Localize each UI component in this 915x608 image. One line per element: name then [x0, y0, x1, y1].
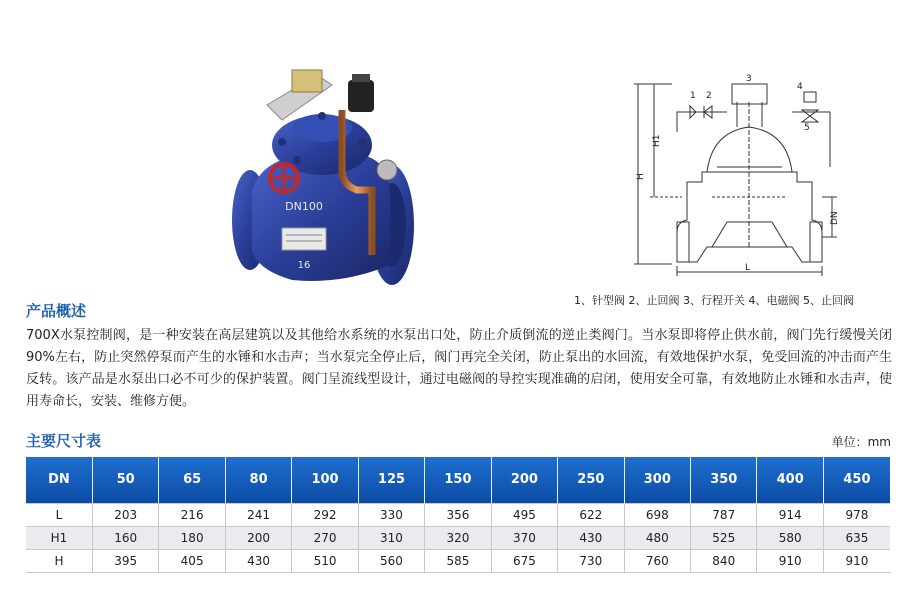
table-row	[26, 549, 890, 572]
callout-2: 2	[706, 91, 712, 101]
row-label-l: L	[26, 503, 92, 526]
table-cell: 241	[225, 503, 291, 526]
nameplate	[282, 228, 326, 250]
table-header-cell: 200	[491, 457, 557, 503]
table-cell: 560	[358, 549, 424, 572]
table-cell: 310	[358, 526, 424, 549]
table-header-cell: 350	[691, 457, 757, 503]
table-header-cell: DN	[26, 457, 92, 503]
overview-text: 700X水泵控制阀，是一种安装在高层建筑以及其他给水系统的水泵出口处，防止介质倒流的逆止类阀门。当水泵即将停止供水前，阀门先行缓慢关闭90%左右，防止突然停泵而产生的水锤和水击声；当水泵完全停止后，阀门再完全关闭，防止泵出的水回流，有效地保护水泵，免受回流的冲击而产生反转。该产品是水泵出口必不可少的保护装置。阀门呈流线型设计，通过电磁阀的导控实现准确的启闭，使用安全可靠，有效地防止水锤和水击声，使用寿命长，安装、维修方便。	[26, 328, 892, 409]
table-cell: 978	[823, 503, 890, 526]
table-cell: 200	[225, 526, 291, 549]
row-label-h: H	[26, 549, 92, 572]
table-cell: 430	[225, 549, 291, 572]
table-cell: 160	[92, 526, 158, 549]
table-header-cell: 400	[757, 457, 823, 503]
dim-l-label: L	[745, 263, 751, 273]
nameplate-size-text: DN100	[285, 200, 323, 213]
table-cell: 585	[425, 549, 491, 572]
dim-h1-label: H1	[652, 134, 662, 147]
solenoid-valve	[348, 80, 374, 112]
row-label-h1: H1	[26, 526, 92, 549]
table-cell: 910	[823, 549, 890, 572]
valve-diagram	[632, 72, 842, 282]
table-cell: 216	[159, 503, 225, 526]
table-header-cell: 250	[558, 457, 624, 503]
callout-5: 5	[804, 123, 810, 133]
table-cell: 914	[757, 503, 823, 526]
callout-1: 1	[690, 91, 696, 101]
unit-label: 单位：mm	[831, 435, 891, 449]
table-cell: 510	[292, 549, 358, 572]
table-cell: 320	[425, 526, 491, 549]
table-header-cell: 300	[624, 457, 690, 503]
table-header-cell: 450	[823, 457, 890, 503]
table-cell: 356	[425, 503, 491, 526]
pressure-gauge	[377, 160, 397, 180]
table-cell: 525	[691, 526, 757, 549]
table-header-row	[26, 457, 890, 503]
table-cell: 330	[358, 503, 424, 526]
table-cell: 405	[159, 549, 225, 572]
table-cell: 698	[624, 503, 690, 526]
nameplate-pressure-text: 16	[297, 260, 311, 271]
table-cell: 675	[491, 549, 557, 572]
table-cell: 292	[292, 503, 358, 526]
table-cell: 760	[624, 549, 690, 572]
table-cell: 180	[159, 526, 225, 549]
dim-dn-label: DN	[830, 211, 840, 225]
product-photo	[222, 50, 422, 295]
table-header-cell: 80	[225, 457, 291, 503]
table-row	[26, 526, 890, 549]
table-cell: 370	[491, 526, 557, 549]
dim-h-label: H	[636, 173, 646, 180]
table-header-cell: 125	[358, 457, 424, 503]
table-cell: 580	[757, 526, 823, 549]
diagram-caption: 1、针型阀 2、止回阀 3、行程开关 4、电磁阀 5、止回阀	[574, 294, 854, 307]
table-header-cell: 100	[292, 457, 358, 503]
table-header-cell: 65	[159, 457, 225, 503]
callout-3: 3	[746, 74, 752, 84]
table-cell: 270	[292, 526, 358, 549]
table-cell: 840	[691, 549, 757, 572]
table-cell: 622	[558, 503, 624, 526]
table-row	[26, 503, 890, 526]
table-cell: 787	[691, 503, 757, 526]
table-cell: 635	[823, 526, 890, 549]
table-cell: 395	[92, 549, 158, 572]
table-cell: 730	[558, 549, 624, 572]
table-cell: 495	[491, 503, 557, 526]
table-cell: 430	[558, 526, 624, 549]
callout-4: 4	[797, 82, 803, 92]
dimensions-title: 主要尺寸表	[26, 432, 102, 450]
table-cell: 203	[92, 503, 158, 526]
table-cell: 480	[624, 526, 690, 549]
table-header-cell: 150	[425, 457, 491, 503]
table-cell: 910	[757, 549, 823, 572]
table-header-cell: 50	[92, 457, 158, 503]
overview-title: 产品概述	[26, 302, 87, 320]
dimensions-table	[26, 457, 890, 573]
